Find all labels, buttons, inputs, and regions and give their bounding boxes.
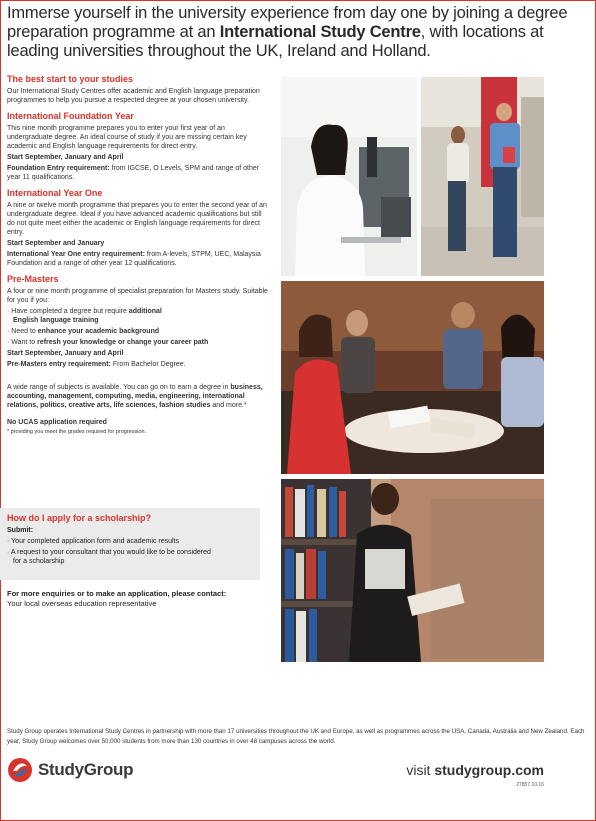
ify-requirement: Foundation Entry requirement: from IGCSE, O Levels, SPM and range of other year 11 qualifications. bbox=[7, 165, 260, 181]
iy1-requirement: International Year One entry requirement: from A-levels, STPM, UEC, Malaysia Foundation and a range of other year 12 qualifications. bbox=[7, 251, 261, 267]
studygroup-logo-icon bbox=[7, 757, 33, 783]
no-ucas: No UCAS application required bbox=[7, 419, 107, 426]
left-column bbox=[7, 74, 269, 436]
enquiry-block bbox=[7, 589, 269, 608]
logo-text: StudyGroup bbox=[38, 760, 134, 779]
subjects-text: A wide range of subjects is available. You can go on to earn a degree in business, accounting, management, computing, media, engineering, international relations, politics, creative arts, life sciences, fashion studies and more.* bbox=[7, 384, 263, 409]
photo-study-group bbox=[281, 281, 544, 474]
visit-line: visit studygroup.com bbox=[406, 762, 544, 778]
scholarship-submit: Submit: bbox=[7, 527, 34, 534]
pm-body: A four or nine month programme of specialist preparation for Masters study. Suitable for you if you: bbox=[7, 288, 268, 304]
scholarship-panel bbox=[0, 508, 260, 580]
photo-library-student bbox=[281, 479, 544, 662]
photo-walking-students bbox=[421, 77, 544, 276]
footer-note: Study Group operates International Study Centres in partnership with more than 17 universities throughout the UK and Europe, as well as programmes across the USA, Canada, Australia and New Zealand. Each year, Study Group welcomes over 50,000 students from more than 130 countries in over 48 campuses across the world. bbox=[7, 728, 585, 745]
section-title-pre-masters: Pre-Masters bbox=[7, 274, 59, 284]
document-code: 27857.10.16 bbox=[516, 782, 544, 788]
pm-bullet-2: · Need to enhance your academic background bbox=[7, 328, 160, 335]
enquiry-body: Your local overseas education representative bbox=[7, 598, 157, 608]
photo-lab-student bbox=[281, 77, 417, 276]
scholarship-item-1: · Your completed application form and academic results bbox=[7, 538, 179, 545]
studygroup-logo[interactable] bbox=[7, 757, 133, 783]
iy1-start: Start September and January bbox=[7, 240, 105, 247]
scholarship-title: How do I apply for a scholarship? bbox=[7, 513, 152, 523]
ify-body: This nine month programme prepares you to enter your first year of an undergraduate degree. An ideal course of study if you are missing certain key academic and English language requirements for direct entry. bbox=[7, 125, 247, 150]
section-title-iy1: International Year One bbox=[7, 188, 103, 198]
pm-start: Start September, January and April bbox=[7, 350, 124, 357]
visit-url-link[interactable]: studygroup.com bbox=[434, 762, 544, 778]
ify-start: Start September, January and April bbox=[7, 154, 124, 161]
enquiry-title: For more enquiries or to make an application, please contact: bbox=[7, 589, 227, 598]
footnote: * providing you meet the grades required for progression. bbox=[7, 429, 147, 435]
scholarship-item-2: · A request to your consultant that you would like to be considered for a scholarship bbox=[7, 549, 211, 565]
best-start-body: Our International Study Centres offer academic and English language preparation programmes to help you pursue a respected degree at your chosen university. bbox=[7, 88, 260, 104]
section-title-best-start: The best start to your studies bbox=[7, 74, 134, 84]
section-title-ify: International Foundation Year bbox=[7, 111, 134, 121]
pm-requirement: Pre-Masters entry requirement: From Bachelor Degree. bbox=[7, 361, 186, 368]
pm-bullet-3: · Want to refresh your knowledge or change your career path bbox=[7, 339, 209, 346]
pm-bullet-1: · Have completed a degree but require additional English language training bbox=[7, 308, 162, 324]
iy1-body: A nine or twelve month programme that prepares you to enter the second year of an undergraduate degree. Ideal if you have advanced academic qualifications but still do not quite meet either the academic or English language requirements for direct entry. bbox=[7, 202, 267, 236]
headline: Immerse yourself in the university experience from day one by joining a degree preparation programme at an International Study Centre, with locations at leading universities throughout the UK, Ireland and Holland. bbox=[7, 4, 568, 60]
